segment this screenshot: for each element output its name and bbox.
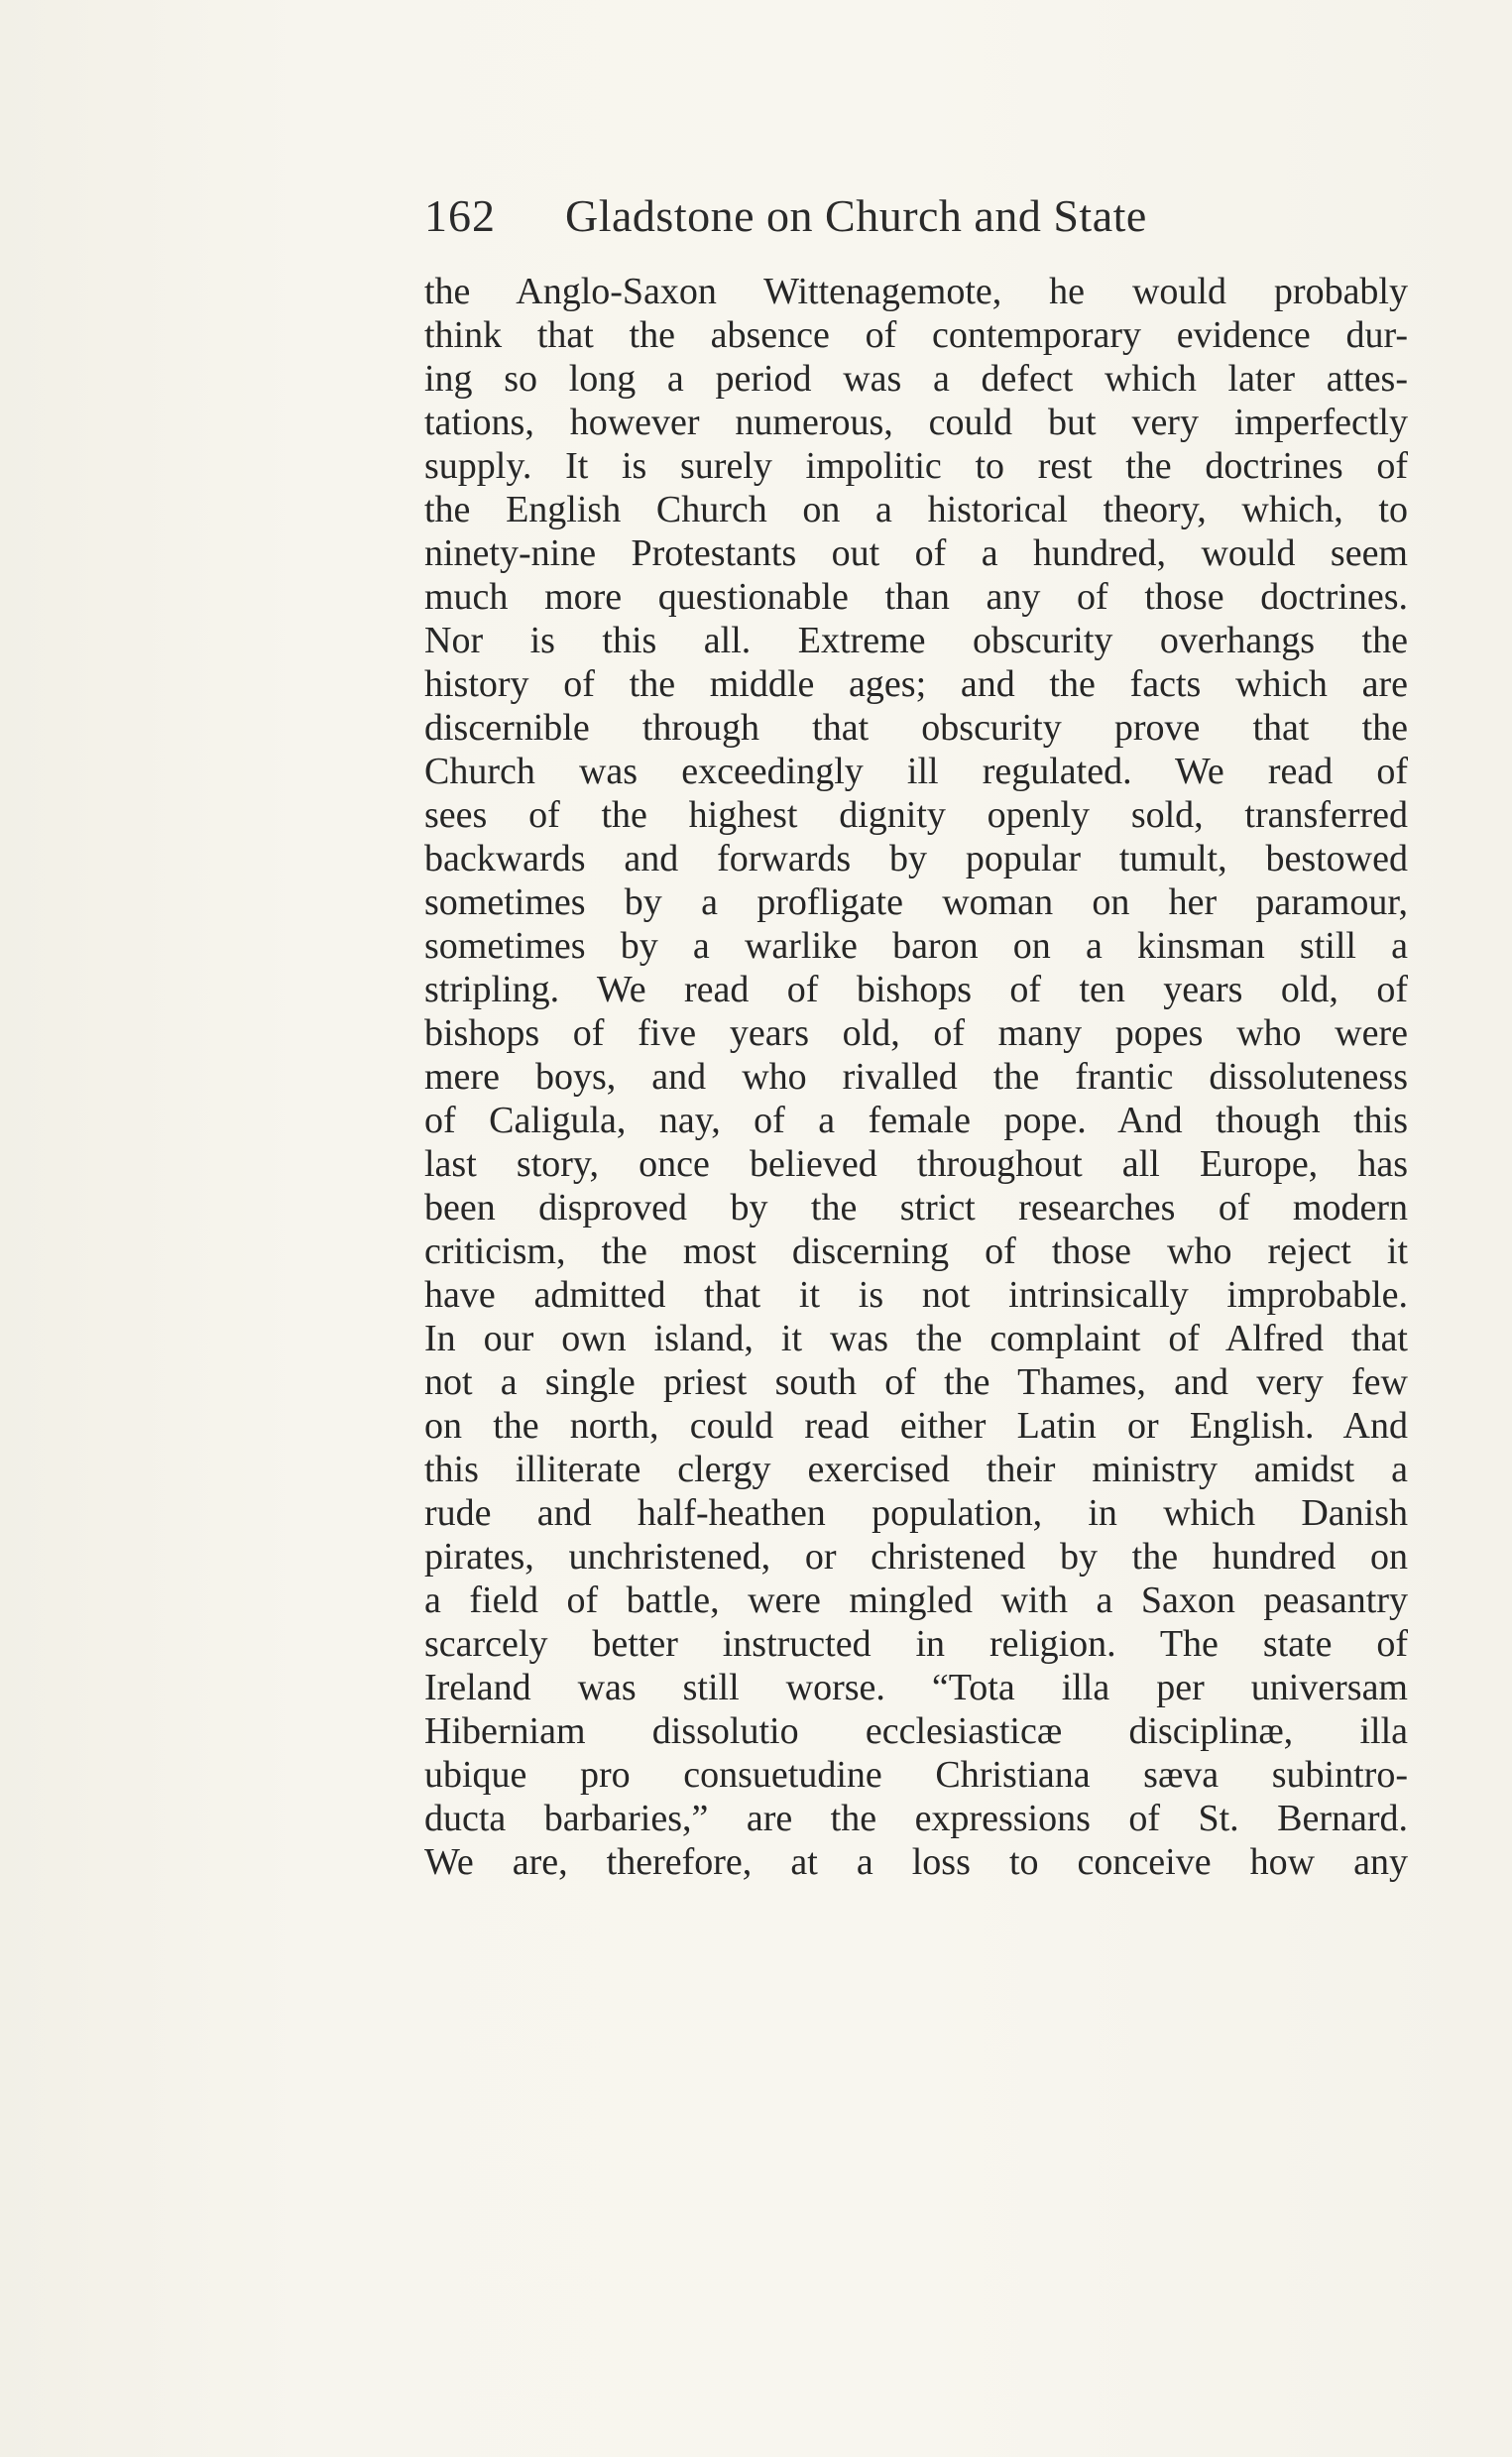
text-line: Nor is this all. Extreme obscurity overhangs the — [424, 620, 1408, 661]
text-line: ubique pro consuetudine Christiana sæva subintro- — [424, 1754, 1408, 1796]
text-line: tations, however numerous, could but very imperfectly — [424, 402, 1408, 443]
text-line: ing so long a period was a defect which later attes- — [424, 358, 1408, 400]
text-line: bishops of five years old, of many popes who were — [424, 1012, 1408, 1054]
text-line: been disproved by the strict researches of modern — [424, 1187, 1408, 1228]
text-line: of Caligula, nay, of a female pope. And though this — [424, 1100, 1408, 1141]
text-line: think that the absence of contemporary evidence dur- — [424, 314, 1408, 356]
text-line: supply. It is surely impolitic to rest the doctrines of — [424, 445, 1408, 487]
text-line: criticism, the most discerning of those who reject it — [424, 1230, 1408, 1272]
text-line: the Anglo-Saxon Wittenagemote, he would probably — [424, 271, 1408, 312]
text-line: We are, therefore, at a loss to conceive how any — [424, 1841, 1408, 1883]
text-line: pirates, unchristened, or christened by the hundred on — [424, 1536, 1408, 1578]
running-head — [424, 186, 1277, 246]
text-line: ducta barbaries,” are the expressions of St. Bernard. — [424, 1798, 1408, 1839]
text-line: this illiterate clergy exercised their ministry amidst a — [424, 1449, 1408, 1490]
text-line: on the north, could read either Latin or English. And — [424, 1405, 1408, 1447]
text-line: have admitted that it is not intrinsically improbable. — [424, 1274, 1408, 1316]
text-line: stripling. We read of bishops of ten years old, of — [424, 969, 1408, 1010]
page-title: Gladstone on Church and State — [565, 190, 1147, 241]
text-line: much more questionable than any of those doctrines. — [424, 576, 1408, 618]
text-line: Hiberniam dissolutio ecclesiasticæ disciplinæ, illa — [424, 1710, 1408, 1752]
text-line: sees of the highest dignity openly sold, transferred — [424, 794, 1408, 836]
text-line: sometimes by a warlike baron on a kinsman still a — [424, 925, 1408, 967]
text-line: Ireland was still worse. “Tota illa per universam — [424, 1667, 1408, 1708]
page-number: 162 — [424, 190, 496, 241]
text-line: last story, once believed throughout all Europe, has — [424, 1143, 1408, 1185]
body-text — [424, 270, 1408, 1884]
text-line: backwards and forwards by popular tumult, bestowed — [424, 838, 1408, 879]
text-line: mere boys, and who rivalled the frantic dissoluteness — [424, 1056, 1408, 1098]
text-line: ninety-nine Protestants out of a hundred, would seem — [424, 532, 1408, 574]
text-line: not a single priest south of the Thames, and very few — [424, 1361, 1408, 1403]
text-line: In our own island, it was the complaint of Alfred that — [424, 1318, 1408, 1359]
text-line: history of the middle ages; and the facts which are — [424, 663, 1408, 705]
text-line: sometimes by a profligate woman on her paramour, — [424, 881, 1408, 923]
text-line: the English Church on a historical theory, which, to — [424, 489, 1408, 530]
text-line: rude and half-heathen population, in which Danish — [424, 1492, 1408, 1534]
text-line: Church was exceedingly ill regulated. We read of — [424, 751, 1408, 792]
text-line: scarcely better instructed in religion. The state of — [424, 1623, 1408, 1665]
text-line: discernible through that obscurity prove that the — [424, 707, 1408, 749]
text-line: a field of battle, were mingled with a Saxon peasantry — [424, 1580, 1408, 1621]
